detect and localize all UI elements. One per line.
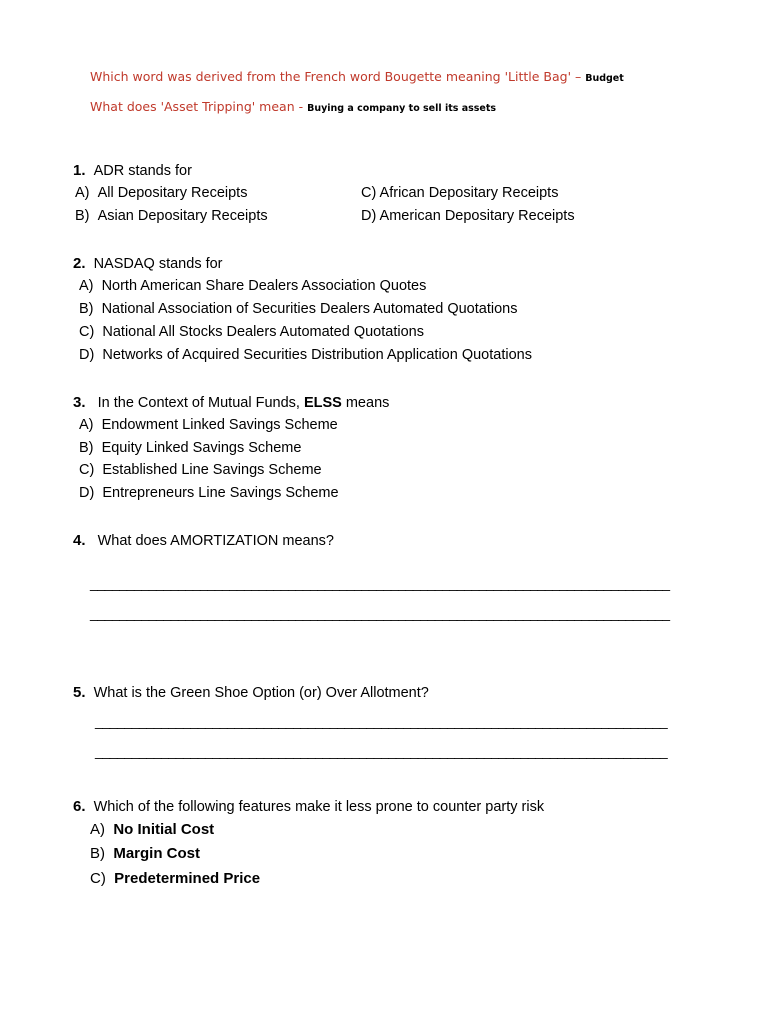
option-d	[79, 485, 339, 501]
option-letter: C)	[361, 185, 377, 201]
answer-line-1[interactable]: _______________________________________________________________________________	[90, 575, 670, 591]
option-c	[361, 185, 558, 201]
question-number: 6.	[73, 798, 86, 815]
option-c	[79, 324, 424, 340]
option-letter: A)	[90, 821, 105, 838]
option-letter: B)	[79, 301, 94, 317]
option-text: No Initial Cost	[113, 821, 215, 838]
option-letter: C)	[90, 870, 106, 887]
option-text: American Depositary Receipts	[379, 208, 575, 224]
trivia-answer: Buying a company to sell its assets	[307, 103, 497, 114]
question-3	[73, 394, 389, 411]
option-letter: D)	[361, 208, 377, 224]
question-number: 1.	[73, 162, 86, 179]
option-text: Margin Cost	[113, 845, 201, 862]
option-letter: C)	[79, 324, 95, 340]
option-text: African Depositary Receipts	[379, 185, 559, 201]
option-a	[90, 821, 214, 838]
question-2	[73, 255, 223, 272]
option-text: Entrepreneurs Line Savings Scheme	[102, 485, 339, 501]
option-b	[90, 845, 200, 862]
question-number: 5.	[73, 684, 86, 701]
option-text: All Depositary Receipts	[97, 185, 248, 201]
question-text: NASDAQ stands for	[93, 256, 223, 272]
option-letter: B)	[79, 440, 94, 456]
option-c	[90, 870, 260, 887]
question-4	[73, 532, 334, 549]
option-text: Asian Depositary Receipts	[97, 208, 268, 224]
trivia-answer: Budget	[585, 73, 624, 84]
answer-line-2[interactable]: _______________________________________________________________________________	[90, 605, 670, 621]
answer-line-2[interactable]: ______________________________________________________________________________	[95, 743, 668, 759]
option-text: North American Share Dealers Association Quotes	[101, 278, 427, 294]
option-text: Endowment Linked Savings Scheme	[101, 417, 338, 433]
question-number: 2.	[73, 255, 86, 272]
option-b	[79, 301, 517, 317]
trivia-line-1	[90, 68, 624, 86]
option-text: Established Line Savings Scheme	[102, 462, 322, 478]
question-5	[73, 684, 429, 701]
option-a	[75, 185, 247, 201]
answer-line-1[interactable]: ______________________________________________________________________________	[95, 713, 668, 729]
option-text: Networks of Acquired Securities Distribution Application Quotations	[102, 347, 532, 363]
option-a	[79, 417, 338, 433]
option-letter: A)	[79, 278, 94, 294]
option-text: National Association of Securities Dealers Automated Quotations	[101, 301, 518, 317]
option-letter: B)	[90, 845, 105, 862]
question-text: In the Context of Mutual Funds,	[97, 395, 304, 411]
question-text: Which of the following features make it less prone to counter party risk	[93, 799, 545, 815]
option-text: National All Stocks Dealers Automated Quotations	[102, 324, 424, 340]
option-text: Predetermined Price	[114, 870, 261, 887]
option-letter: A)	[79, 417, 94, 433]
option-letter: D)	[79, 347, 95, 363]
question-1	[73, 162, 192, 179]
option-letter: C)	[79, 462, 95, 478]
question-text: What is the Green Shoe Option (or) Over Allotment?	[93, 685, 429, 701]
option-d	[361, 208, 575, 224]
trivia-question: Which word was derived from the French word Bougette meaning 'Little Bag' –	[90, 69, 586, 84]
question-keyword: ELSS	[303, 395, 342, 411]
option-c	[79, 462, 322, 478]
option-letter: B)	[75, 208, 90, 224]
question-text: What does AMORTIZATION means?	[97, 533, 334, 549]
question-number: 4.	[73, 532, 86, 549]
option-letter: A)	[75, 185, 90, 201]
question-number: 3.	[73, 394, 86, 411]
trivia-question: What does 'Asset Tripping' mean -	[90, 99, 308, 114]
option-b	[75, 208, 268, 224]
trivia-line-2	[90, 98, 496, 116]
option-text: Equity Linked Savings Scheme	[101, 440, 302, 456]
option-d	[79, 347, 532, 363]
option-letter: D)	[79, 485, 95, 501]
option-a	[79, 278, 426, 294]
question-text-tail: means	[341, 395, 390, 411]
question-text: ADR stands for	[93, 163, 192, 179]
option-b	[79, 440, 301, 456]
question-6	[73, 798, 544, 815]
